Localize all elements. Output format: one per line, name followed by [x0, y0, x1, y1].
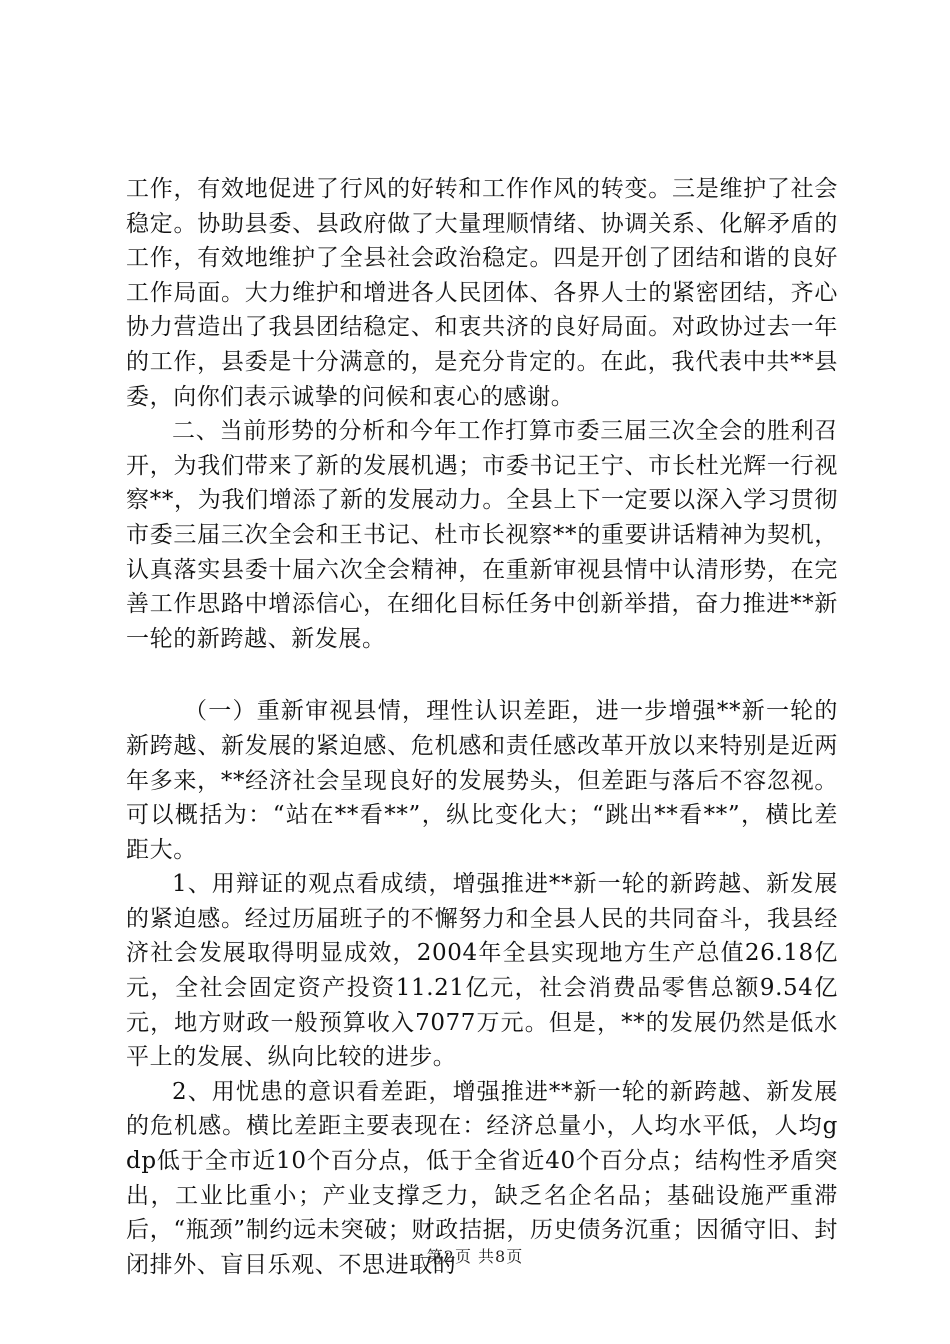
paragraph-continuation: 工作，有效地促进了行风的好转和工作作风的转变。三是维护了社会稳定。协助县委、县政府做了大量理顺情绪、协调关系、化解矛盾的工作，有效地维护了全县社会政治稳定。四是开创了团结和谐的良好工作局面。大力维护和增进各人民团体、各界人士的紧密团结，齐心协力营造出了我县团结稳定、和衷共济的良好局面。对政协过去一年的工作，县委是十分满意的，是充分肯定的。在此，我代表中共**县委，向你们表示诚挚的问候和衷心的感谢。 [126, 176, 838, 410]
page-footer: 第2页 共8页 [426, 1247, 524, 1266]
paragraph-item-one: 1、用辩证的观点看成绩，增强推进**新一轮的新跨越、新发展的紧迫感。经过历届班子的不懈努力和全县人民的共同奋斗，我县经济社会发展取得明显成效，2004年全县实现地方生产总值26.18亿元，全社会固定资产投资11.21亿元，社会消费品零售总额9.54亿元，地方财政一般预算收入7077万元。但是，**的发展仍然是低水平上的发展、纵向比较的进步。 [126, 871, 838, 1071]
document-body [126, 172, 838, 1282]
paragraph-section-two: 二、当前形势的分析和今年工作打算市委三届三次全会的胜利召开，为我们带来了新的发展机遇；市委书记王宁、市长杜光辉一行视察**，为我们增添了新的发展动力。全县上下一定要以深入学习贯彻市委三届三次全会和王书记、杜市长视察**的重要讲话精神为契机，认真落实县委十届六次全会精神，在重新审视县情中认清形势，在完善工作思路中增添信心，在细化目标任务中创新举措，奋力推进**新一轮的新跨越、新发展。 [126, 418, 838, 652]
paragraph-subsection-one: （一）重新审视县情，理性认识差距，进一步增强**新一轮的新跨越、新发展的紧迫感、危机感和责任感改革开放以来特别是近两年多来，**经济社会呈现良好的发展势头，但差距与落后不容忽视。可以概括为：“站在**看**”，纵比变化大；“跳出**看**”，横比差距大。 [126, 698, 838, 863]
paragraph-item-two: 2、用忧患的意识看差距，增强推进**新一轮的新跨越、新发展的危机感。横比差距主要表现在：经济总量小，人均水平低，人均gdp低于全市近10个百分点，低于全省近40个百分点；结构性矛盾突出，工业比重小；产业支撑乏力，缺乏名企名品；基础设施严重滞后，“瓶颈”制约远未突破；财政拮据，历史债务沉重；因循守旧、封闭排外、盲目乐观、不思进取的 [126, 1078, 838, 1278]
